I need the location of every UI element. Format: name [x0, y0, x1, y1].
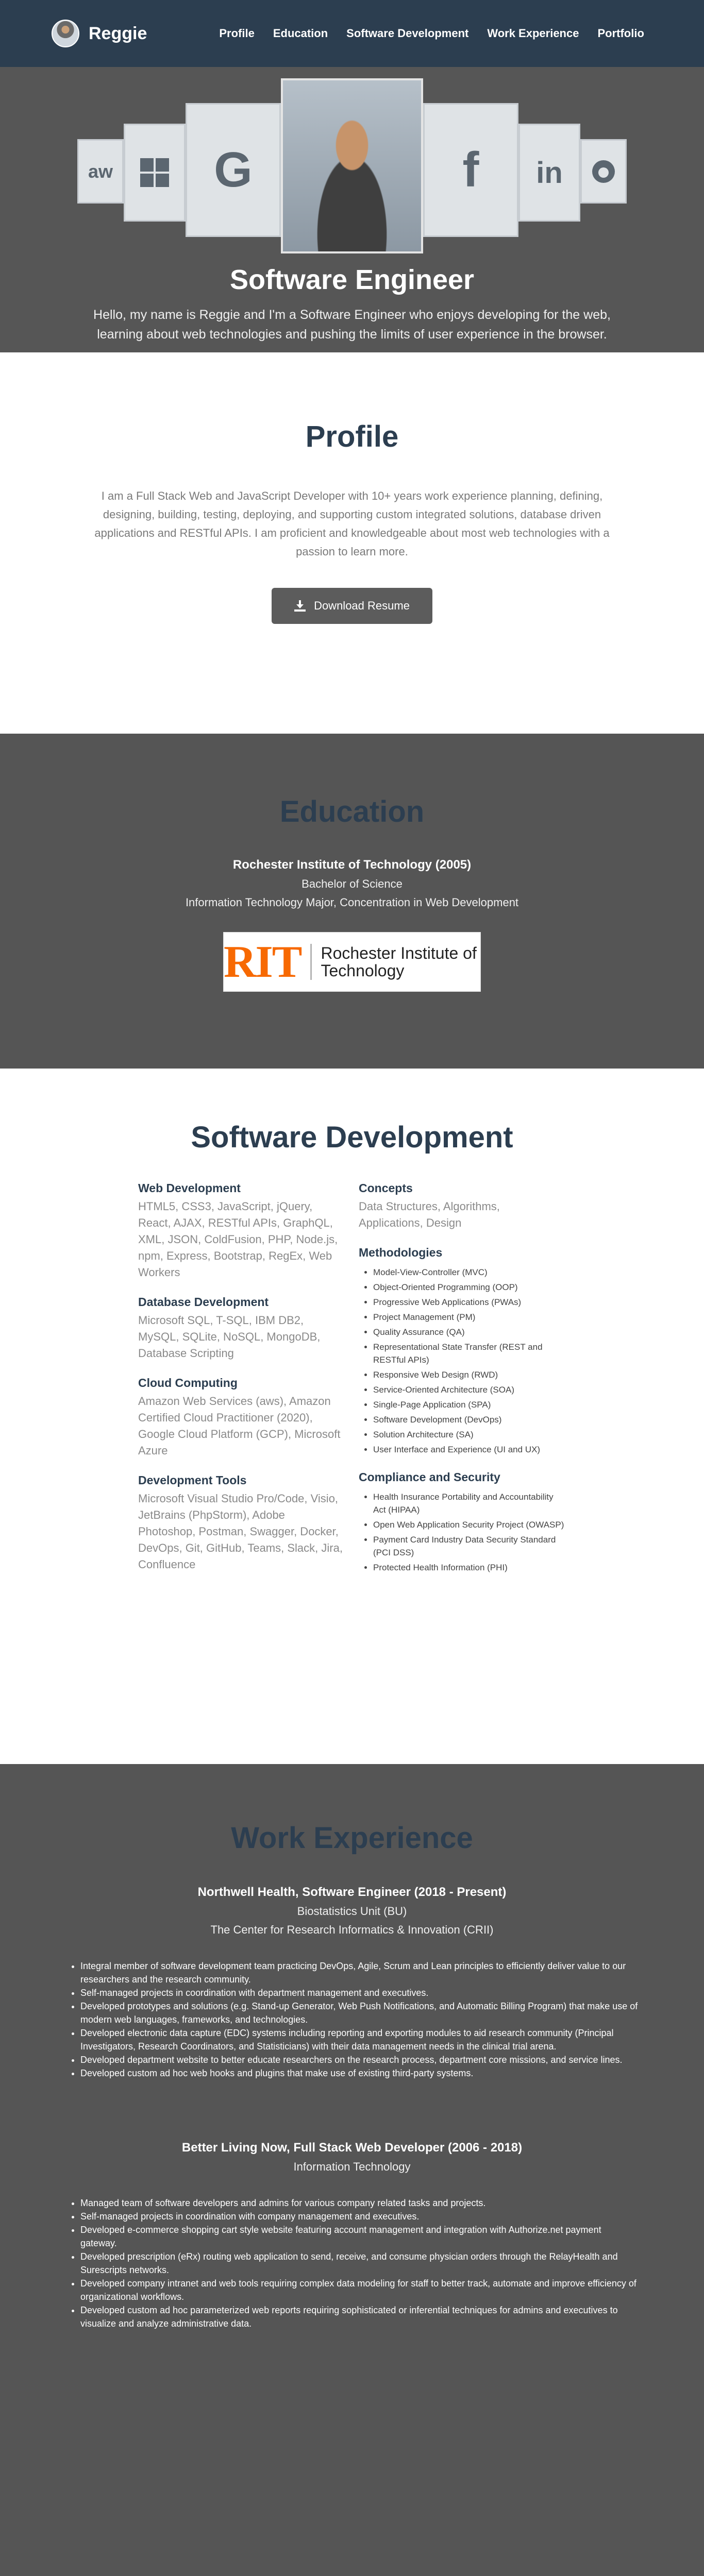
job-2-department: Information Technology	[293, 2160, 411, 2173]
methodologies-list	[359, 1266, 565, 1456]
cloud-text: Amazon Web Services (aws), Amazon Certified Cloud Practitioner (2020), Google Cloud Platform (GCP), Microsoft Azure	[138, 1395, 341, 1457]
profile-section	[0, 352, 704, 734]
list-item: • Single-Page Application (SPA)	[373, 1398, 565, 1411]
list-item: • User Interface and Experience (UI and UX)	[373, 1443, 565, 1456]
github-icon	[580, 139, 627, 204]
list-item: • Developed prescription (eRx) routing web application to send, receive, and consume physician orders through the RelayHealth and Surescripts networks.	[80, 2250, 638, 2277]
facebook-icon: f	[423, 103, 518, 237]
web-dev-text: HTML5, CSS3, JavaScript, jQuery, React, AJAX, RESTful APIs, GraphQL, XML, JSON, ColdFusion, PHP, Node.js, npm, Express, Bootstrap, RegEx, Web Workers	[138, 1200, 338, 1279]
job-1-title: Northwell Health, Software Engineer (2018 - Present)	[197, 1885, 507, 1899]
list-item: • Self-managed projects in coordination with department management and executives.	[80, 1986, 638, 1999]
rit-logo[interactable]	[223, 932, 481, 992]
list-item: • Health Insurance Portability and Accountability Act (HIPAA)	[373, 1490, 565, 1516]
software-title: Software Development	[191, 1121, 513, 1154]
list-item: • Open Web Application Security Project (OWASP)	[373, 1518, 565, 1531]
list-item: • Representational State Transfer (REST and RESTful APIs)	[373, 1341, 565, 1366]
list-item: • Payment Card Industry Data Security Standard (PCI DSS)	[373, 1533, 565, 1559]
software-columns	[138, 1181, 566, 1576]
brand[interactable]	[52, 20, 147, 47]
job-2-duties	[66, 2196, 638, 2330]
list-item: • Model-View-Controller (MVC)	[373, 1266, 565, 1279]
list-item: • Integral member of software development team practicing DevOps, Agile, Scrum and Lean principles to efficiently deliver value to our researchers and the research community.	[80, 1959, 638, 1986]
rit-logo-divider	[311, 944, 312, 980]
compliance-list	[359, 1490, 565, 1574]
hero-title: Software Engineer	[229, 264, 475, 295]
nav-link-software[interactable]: Software Development	[346, 27, 469, 40]
rit-logo-text: Rochester Institute of Technology	[321, 944, 477, 980]
nav-link-portfolio[interactable]: Portfolio	[597, 27, 644, 40]
concepts-text: Data Structures, Algorithms, Applications, Design	[359, 1200, 500, 1229]
job-1-department: Biostatistics Unit (BU)	[297, 1905, 407, 1918]
brand-name: Reggie	[89, 23, 147, 43]
education-title: Education	[279, 795, 425, 828]
job-2-title: Better Living Now, Full Stack Web Developer (2006 - 2018)	[181, 2141, 523, 2155]
list-item: • Developed company intranet and web tools requiring complex data modeling for staff to better track, automate and improve efficiency of organizational workflows.	[80, 2277, 638, 2303]
linkedin-icon: in	[518, 124, 580, 222]
skills-carousel[interactable]	[0, 67, 704, 252]
list-item: • Software Development (DevOps)	[373, 1413, 565, 1426]
list-item: • Object-Oriented Programming (OOP)	[373, 1281, 565, 1294]
cloud-heading: Cloud Computing	[138, 1376, 238, 1389]
nav-link-work[interactable]: Work Experience	[487, 27, 579, 40]
list-item: • Self-managed projects in coordination with company management and executives.	[80, 2210, 638, 2223]
brand-avatar	[52, 20, 79, 47]
list-item: • Project Management (PM)	[373, 1311, 565, 1324]
download-resume-button[interactable]	[272, 588, 432, 624]
list-item: • Developed prototypes and solutions (e.g. Stand-up Generator, Web Push Notifications, and Automatic Billing Program) that make use of modern web languages, frameworks, and technologies.	[80, 1999, 638, 2026]
hero-section	[0, 67, 704, 352]
education-major: Information Technology Major, Concentration in Web Development	[185, 896, 519, 909]
rit-logo-mark: RIT	[224, 937, 301, 987]
nav-links	[219, 27, 644, 40]
list-item: • Responsive Web Design (RWD)	[373, 1368, 565, 1381]
list-item: • Quality Assurance (QA)	[373, 1326, 565, 1338]
list-item: • Progressive Web Applications (PWAs)	[373, 1296, 565, 1309]
software-left-column	[138, 1181, 344, 1576]
software-right-column	[359, 1181, 565, 1576]
education-section	[0, 734, 704, 1069]
windows-icon	[124, 124, 186, 222]
methodologies-heading: Methodologies	[359, 1246, 443, 1259]
job-spacer	[0, 2080, 704, 2111]
list-item: • Protected Health Information (PHI)	[373, 1561, 565, 1574]
aws-icon: aw	[77, 139, 124, 204]
job-1-duties	[66, 1959, 638, 2080]
software-section	[0, 1069, 704, 1764]
list-item: • Developed department website to better educate researchers on the research process, department core missions, and service lines.	[80, 2053, 638, 2066]
list-item: • Developed e-commerce shopping cart style website featuring account management and integration with Authorize.net payment gateway.	[80, 2223, 638, 2250]
list-item: • Solution Architecture (SA)	[373, 1428, 565, 1441]
education-degree: Bachelor of Science	[301, 877, 403, 890]
list-item: • Developed custom ad hoc web hooks and plugins that make use of existing third-party systems.	[80, 2066, 638, 2080]
tools-text: Microsoft Visual Studio Pro/Code, Visio, JetBrains (PhpStorm), Adobe Photoshop, Postman, Swagger, Docker, DevOps, Git, GitHub, Teams, Slack, Jira, Confluence	[138, 1492, 343, 1571]
list-item: • Service-Oriented Architecture (SOA)	[373, 1383, 565, 1396]
list-item: • Managed team of software developers and admins for various company related tasks and projects.	[80, 2196, 638, 2210]
compliance-heading: Compliance and Security	[359, 1470, 500, 1484]
job-1-center: The Center for Research Informatics & Innovation (CRII)	[210, 1923, 494, 1936]
education-school: Rochester Institute of Technology (2005)	[232, 858, 472, 872]
nav-link-profile[interactable]: Profile	[219, 27, 255, 40]
database-text: Microsoft SQL, T-SQL, IBM DB2, MySQL, SQLite, NoSQL, MongoDB, Database Scripting	[138, 1314, 321, 1360]
profile-title: Profile	[305, 420, 399, 453]
top-nav	[0, 0, 704, 67]
database-heading: Database Development	[138, 1295, 269, 1309]
download-resume-label: Download Resume	[314, 599, 410, 612]
web-dev-heading: Web Development	[138, 1181, 241, 1195]
profile-photo	[281, 78, 423, 253]
work-title: Work Experience	[231, 1821, 473, 1855]
hero-description: Hello, my name is Reggie and I'm a Software Engineer who enjoys developing for the web, learning about web technologies and pushing the limits of user experience in the browser.	[93, 308, 611, 342]
work-section	[0, 1764, 704, 2576]
nav-link-education[interactable]: Education	[273, 27, 328, 40]
list-item: • Developed custom ad hoc parameterized web reports requiring sophisticated or inferential techniques for admins and executives to visualize and analyze administrative data.	[80, 2303, 638, 2330]
download-icon	[294, 600, 306, 612]
profile-description: I am a Full Stack Web and JavaScript Developer with 10+ years work experience planning, defining, designing, building, testing, deploying, and supporting custom integrated solutions, database driven applications and RESTful APIs. I am proficient and knowledgeable about most web technologies with a passion to learn more.	[94, 489, 610, 558]
list-item: • Developed electronic data capture (EDC) systems including reporting and exporting modules to aid research community (Principal Investigators, Research Coordinators, and Statisticians) with their data management needs in the clinical trial arena.	[80, 2026, 638, 2053]
google-icon: G	[186, 103, 281, 237]
tools-heading: Development Tools	[138, 1473, 247, 1487]
concepts-heading: Concepts	[359, 1181, 413, 1195]
